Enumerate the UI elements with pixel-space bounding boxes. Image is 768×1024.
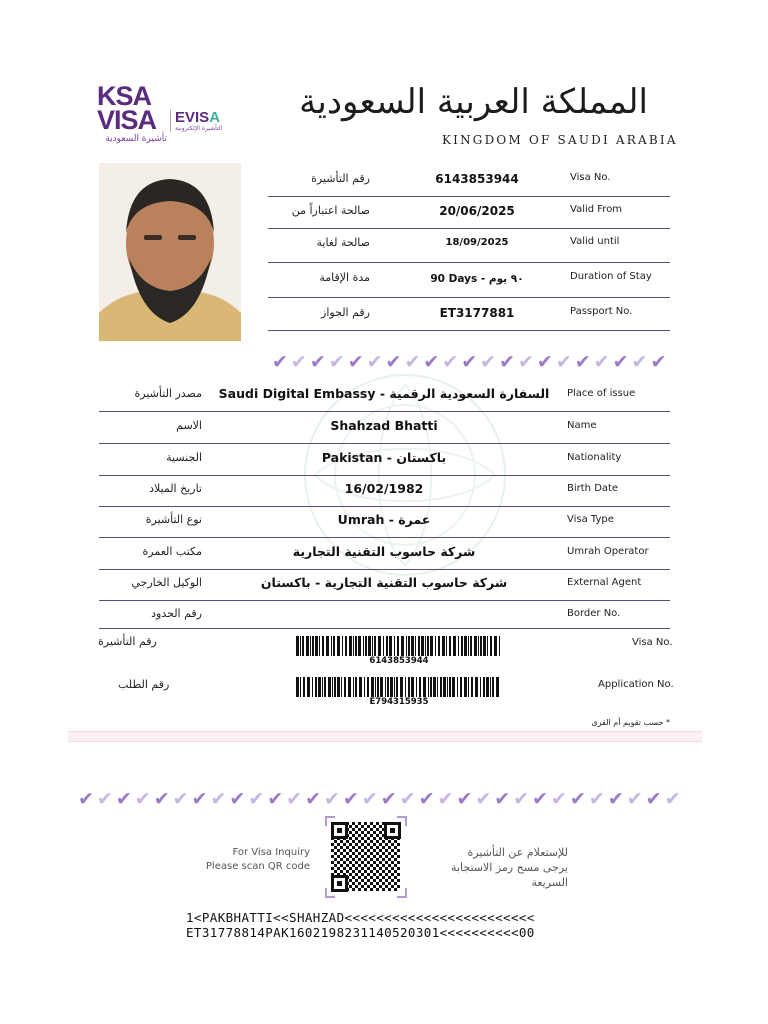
check-icon: ✔ [650,351,667,373]
check-icon: ✔ [272,351,288,373]
passport-value: ET3177881 [439,306,515,320]
holder-photo [99,163,241,341]
mrz-line-1: 1<PAKBHATTI<<SHAHZAD<<<<<<<<<<<<<<<<<<<<<<<< [186,910,535,925]
ksa-logo-arabic: تأشيرة السعودية [105,134,167,144]
check-icon: ✔ [286,788,303,810]
check-icon: ✔ [626,788,643,810]
visa-barcode-label-en: Visa No. [632,637,673,648]
name-label-en: Name [567,420,597,431]
valid-until-label-ar: صالحة لغاية [316,236,370,249]
check-icon: ✔ [385,351,402,373]
valid-from-label-ar: صالحة اعتباراً من [291,204,370,217]
check-icon: ✔ [380,788,397,810]
check-icon: ✔ [418,788,435,810]
check-icon: ✔ [664,788,681,810]
check-icon: ✔ [442,351,459,373]
inquiry-arabic-line2: يرجى مسح رمز الاستجابة السريعة [451,861,568,889]
check-icon: ✔ [574,351,591,373]
birth-date-value: 16/02/1982 [344,481,424,496]
check-icon: ✔ [366,351,383,373]
valid-from-label-en: Valid From [570,204,623,215]
check-icon: ✔ [456,788,473,810]
valid-from-row [268,196,670,229]
check-icon: ✔ [499,351,515,373]
separator-band [68,731,702,742]
duration-label-en: Duration of Stay [570,271,652,282]
application-barcode-bars [296,677,502,697]
visa-barcode-bars [296,636,502,656]
kingdom-arabic-calligraphy: المملكة العربية السعودية [299,82,648,122]
kingdom-english-title: KINGDOM OF SAUDI ARABIA [442,133,678,147]
visa-type-label-en: Visa Type [567,514,614,525]
check-icon: ✔ [593,351,610,373]
evisa-logo [170,110,222,132]
external-agent-row [99,569,670,601]
check-icon: ✔ [309,351,326,373]
check-icon: ✔ [328,351,345,373]
check-icon: ✔ [210,788,227,810]
application-barcode-label-ar: رقم الطلب [118,678,170,691]
check-icon: ✔ [290,351,307,373]
check-icon: ✔ [404,351,421,373]
check-icon: ✔ [115,788,132,810]
visa-type-row [99,506,670,538]
check-icon: ✔ [588,788,605,810]
evisa-logo-accent: A [209,109,221,126]
check-icon: ✔ [513,788,530,810]
check-icon: ✔ [96,788,113,810]
visa-number-row [268,164,670,197]
qr-code[interactable] [325,816,407,898]
check-icon: ✔ [229,788,246,810]
check-icon: ✔ [323,788,340,810]
checkmark-decoration-top [272,352,666,372]
calendar-note: * حسب تقويم أم القرى [591,718,670,727]
check-icon: ✔ [399,788,416,810]
inquiry-english-line2: Please scan QR code [205,861,310,872]
check-icon: ✔ [475,788,492,810]
birth-date-label-ar: تاريخ الميلاد [149,482,202,495]
valid-until-row [268,228,670,263]
nationality-row [99,444,670,476]
check-icon: ✔ [612,351,629,373]
check-icon: ✔ [248,788,265,810]
check-icon: ✔ [267,788,284,810]
check-icon: ✔ [78,788,94,810]
passport-label-ar: رقم الجواز [321,306,370,319]
duration-value: 90 Days - ٩٠ يوم [430,273,524,285]
birth-date-row [99,475,670,507]
place-of-issue-label-ar: مصدر التأشيرة [134,387,202,400]
visa-number-label-en: Visa No. [570,172,611,183]
check-icon: ✔ [555,351,572,373]
visa-number-label-ar: رقم التأشيرة [311,172,370,185]
check-icon: ✔ [134,788,151,810]
place-of-issue-value: Saudi Digital Embassy - السفارة السعودية الرقمية [218,386,550,401]
visa-barcode [296,636,502,666]
inquiry-arabic-line1: للإستعلام عن التأشيرة [467,846,568,859]
ksa-logo-line2: VISA [97,105,157,135]
border-number-row [99,600,670,629]
check-icon: ✔ [569,788,586,810]
check-icon: ✔ [494,788,511,810]
border-number-label-en: Border No. [567,608,621,619]
valid-from-value: 20/06/2025 [439,204,515,218]
inquiry-english [200,846,310,874]
ksa-logo-line1: KSA [97,81,152,111]
nationality-value: Pakistan - باكستان [321,450,447,465]
nationality-label-en: Nationality [567,452,622,463]
application-barcode-number: E794315935 [369,697,429,707]
visa-barcode-number: 6143853944 [369,656,429,666]
ksa-visa-logo [97,81,167,144]
check-icon: ✔ [423,351,440,373]
passport-row [268,298,670,331]
application-barcode [296,677,502,707]
check-icon: ✔ [480,351,497,373]
valid-until-label-en: Valid until [570,236,620,247]
name-label-ar: الاسم [176,419,202,432]
visa-barcode-label-ar: رقم التأشيرة [98,635,157,648]
duration-row [268,263,670,298]
evisa-logo-main: EVIS [175,109,210,126]
check-icon: ✔ [437,788,454,810]
check-icon: ✔ [342,788,359,810]
check-icon: ✔ [361,788,378,810]
check-icon: ✔ [645,788,662,810]
external-agent-value: شركة حاسوب التقنية التجارية - باكستان [260,575,508,590]
evisa-logo-arabic: التأشيرة الإلكترونية [175,125,223,132]
name-value: Shahzad Bhatti [330,418,438,433]
application-barcode-label-en: Application No. [598,679,674,690]
check-icon: ✔ [305,788,321,810]
visa-type-value: Umrah - عمرة [337,512,431,527]
mrz-line-2: ET31778814PAK1602198231140520301<<<<<<<<<<00 [186,925,535,940]
name-row [99,412,670,444]
nationality-label-ar: الجنسية [166,451,202,464]
inquiry-english-line1: For Visa Inquiry [232,847,310,858]
check-icon: ✔ [153,788,170,810]
visa-type-label-ar: نوع التأشيرة [145,513,202,526]
inquiry-arabic [418,845,568,890]
check-icon: ✔ [517,351,534,373]
external-agent-label-en: External Agent [567,577,642,588]
birth-date-label-en: Birth Date [567,483,619,494]
check-icon: ✔ [551,788,567,810]
duration-label-ar: مدة الإقامة [319,271,370,284]
border-number-label-ar: رقم الحدود [151,607,202,620]
visa-number-value: 6143853944 [435,172,519,186]
check-icon: ✔ [191,788,208,810]
external-agent-label-ar: الوكيل الخارجي [131,576,202,589]
check-icon: ✔ [631,351,648,373]
place-of-issue-label-en: Place of issue [567,388,636,399]
check-icon: ✔ [536,351,553,373]
check-icon: ✔ [607,788,624,810]
check-icon: ✔ [461,351,478,373]
passport-label-en: Passport No. [570,306,633,317]
umrah-operator-row [99,538,670,570]
check-icon: ✔ [532,788,549,810]
check-icon: ✔ [172,788,189,810]
umrah-operator-label-ar: مكتب العمرة [142,545,202,558]
check-icon: ✔ [347,351,364,373]
place-of-issue-row [99,380,670,412]
umrah-operator-label-en: Umrah Operator [567,546,649,557]
valid-until-value: 18/09/2025 [445,237,509,248]
checkmark-decoration-bottom [78,789,681,809]
umrah-operator-value: شركة حاسوب التقنية التجارية [292,544,476,559]
